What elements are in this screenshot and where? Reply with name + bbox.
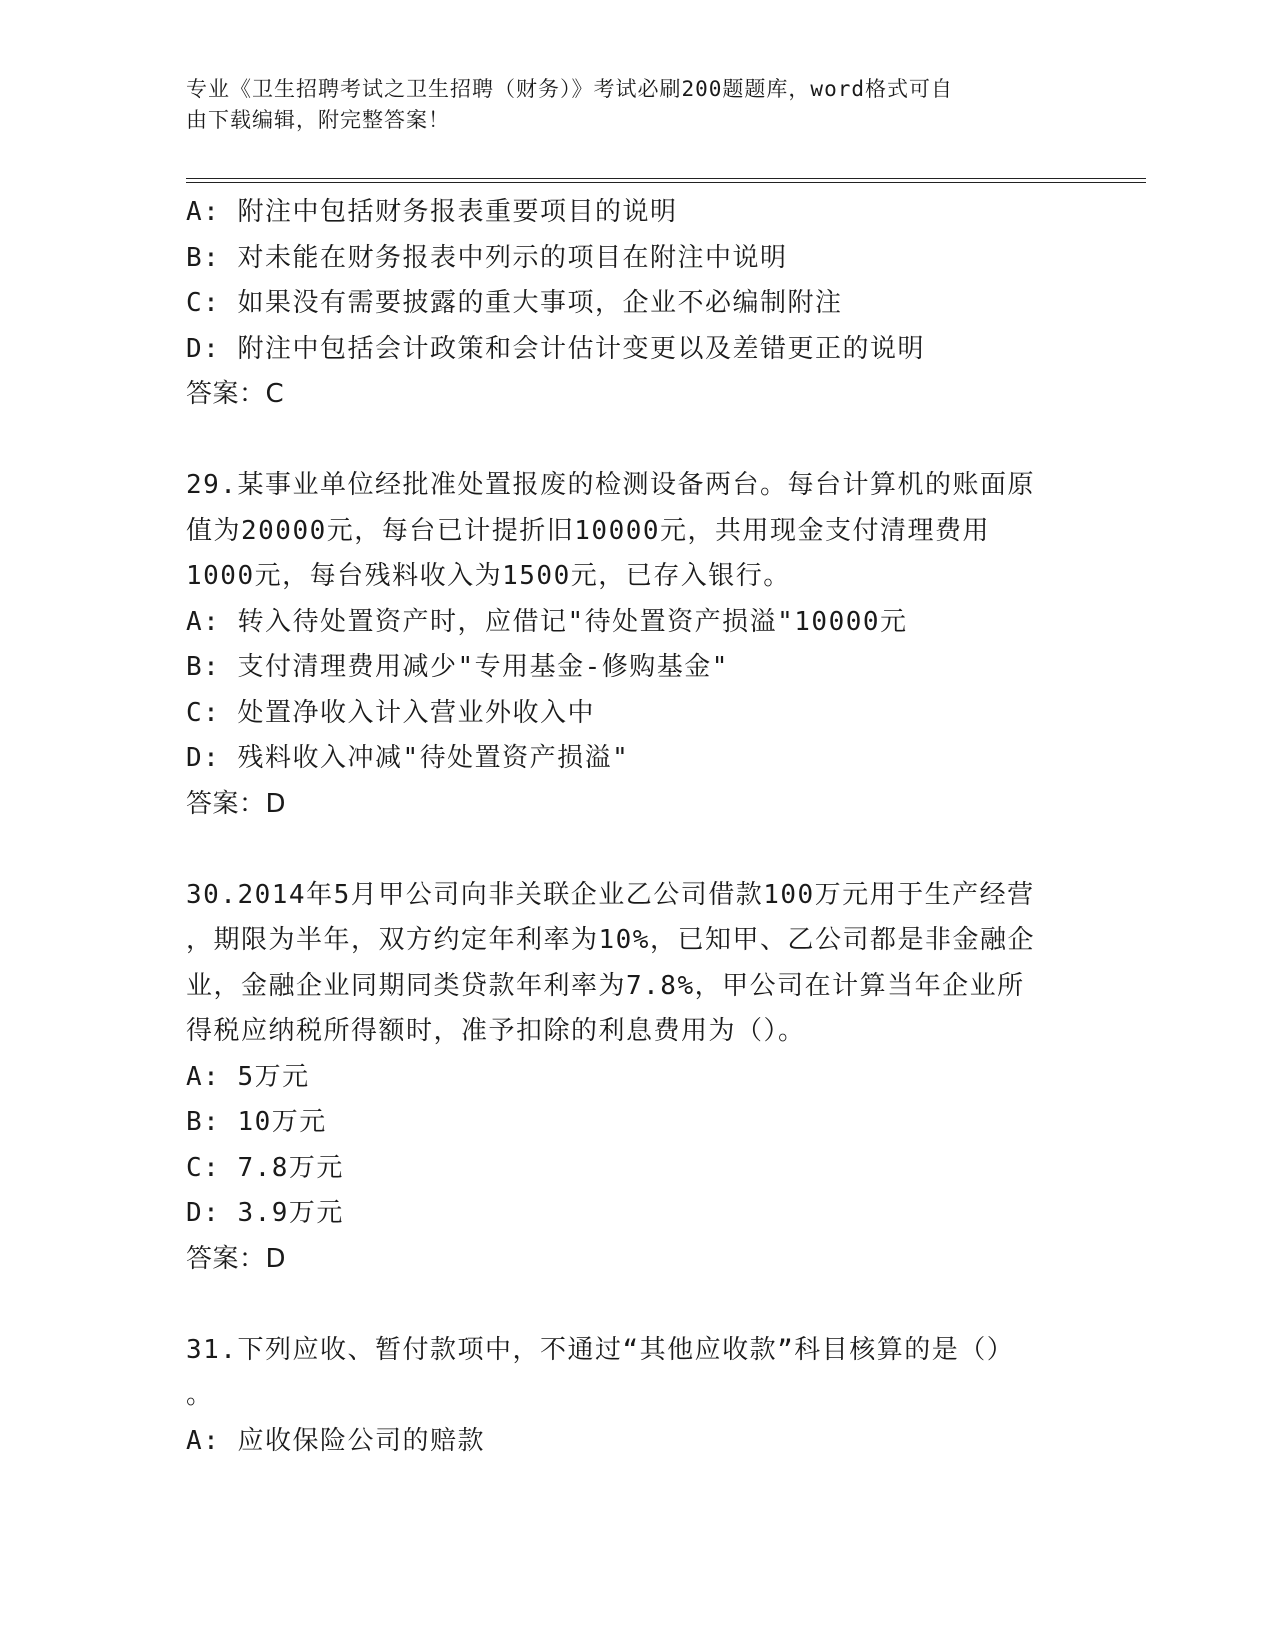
option-a: A: 附注中包括财务报表重要项目的说明: [186, 197, 678, 227]
stem-line: 得税应纳税所得额时，准予扣除的利息费用为（）。: [186, 1016, 806, 1046]
answer-line: 答案：C: [186, 379, 285, 409]
option-b: B: 支付清理费用减少"专用基金-修购基金": [186, 652, 729, 682]
document-header: [186, 74, 1086, 136]
question-stem: [186, 873, 1086, 1055]
stem-line: 。: [186, 1380, 214, 1410]
option-a: A: 应收保险公司的赔款: [186, 1425, 485, 1456]
option-b: B: 对未能在财务报表中列示的项目在附注中说明: [186, 242, 788, 273]
stem-line: 值为20000元，每台已计提折旧10000元，共用现金支付清理费用: [186, 515, 991, 546]
header-title-line-2: 由下载编辑，附完整答案！: [186, 108, 450, 132]
header-divider: [186, 178, 1146, 179]
option-a: A: 转入待处置资产时，应借记"待处置资产损溢"10000元: [186, 606, 908, 637]
option-b: B: 10万元: [186, 1107, 327, 1137]
answer-line: 答案：D: [186, 1243, 287, 1274]
question-31: [186, 1328, 1086, 1465]
spacer: [186, 1282, 1086, 1328]
option-c: C: 处置净收入计入营业外收入中: [186, 697, 595, 728]
option-d: D: 3.9万元: [186, 1198, 344, 1228]
option-a: A: 5万元: [186, 1061, 310, 1092]
stem-line: 30.2014年5月甲公司向非关联企业乙公司借款100万元用于生产经营: [186, 879, 1035, 910]
stem-line: 1000元，每台残料收入为1500元，已存入银行。: [186, 561, 791, 591]
option-c: C: 7.8万元: [186, 1152, 344, 1183]
answer-line: 答案：D: [186, 788, 287, 819]
question-30: [186, 873, 1086, 1283]
question-28: [186, 190, 1086, 418]
question-stem: [186, 1328, 1086, 1419]
header-divider-secondary: [186, 182, 1146, 183]
questions-content: [186, 190, 1086, 1464]
spacer: [186, 827, 1086, 873]
stem-line: 31.下列应收、暂付款项中，不通过“其他应收款”科目核算的是（）: [186, 1334, 1015, 1365]
header-title-line-1: 专业《卫生招聘考试之卫生招聘（财务）》考试必刷200题题库，word格式可自: [186, 77, 953, 101]
question-stem: [186, 463, 1086, 600]
stem-line: 29.某事业单位经批准处置报废的检测设备两台。每台计算机的账面原: [186, 470, 1035, 500]
option-d: D: 附注中包括会计政策和会计估计变更以及差错更正的说明: [186, 333, 925, 364]
spacer: [186, 418, 1086, 464]
stem-line: ，期限为半年，双方约定年利率为10%，已知甲、乙公司都是非金融企: [186, 925, 1035, 955]
option-c: C: 如果没有需要披露的重大事项，企业不必编制附注: [186, 288, 843, 318]
question-29: [186, 463, 1086, 827]
option-d: D: 残料收入冲减"待处置资产损溢": [186, 743, 630, 773]
stem-line: 业，金融企业同期同类贷款年利率为7.8%，甲公司在计算当年企业所: [186, 970, 1025, 1001]
